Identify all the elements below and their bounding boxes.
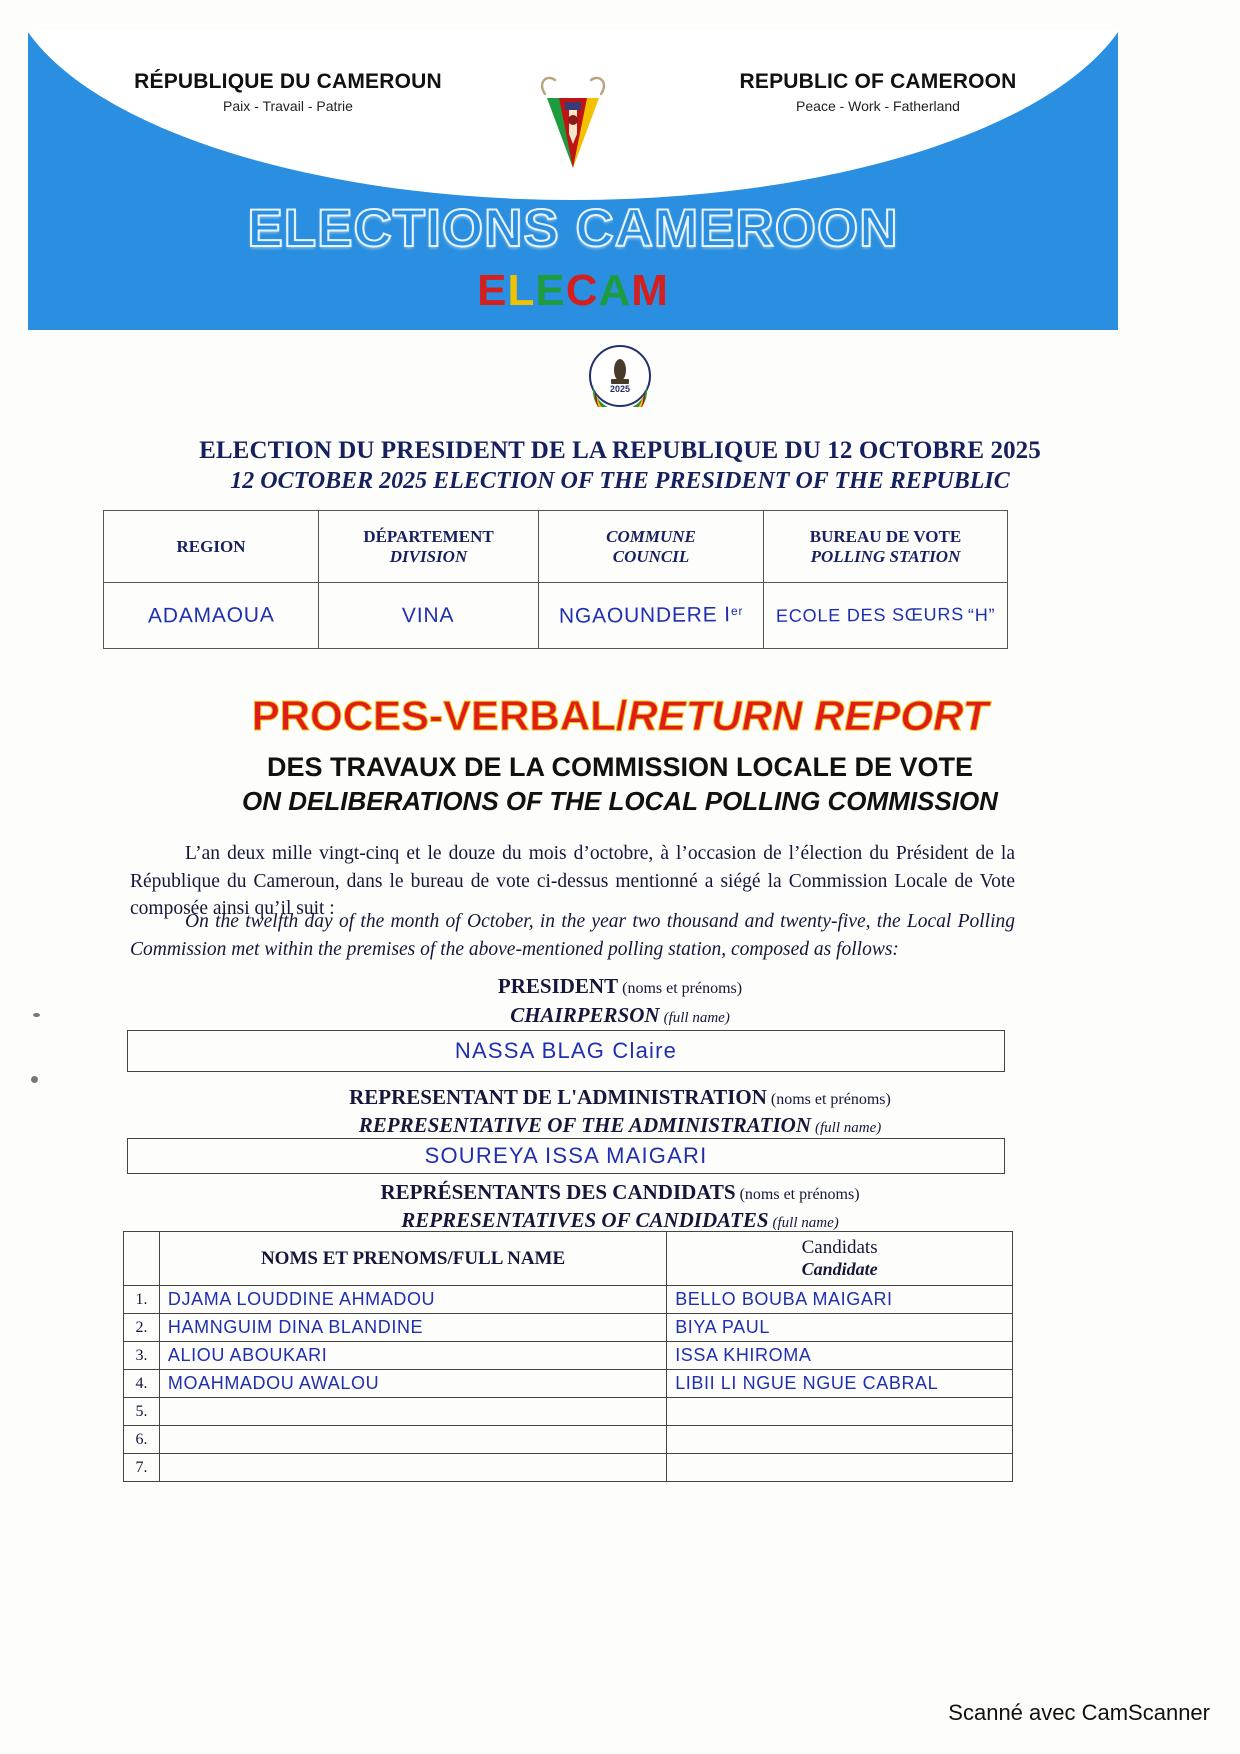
candidate-reps-label-fr-text: REPRÉSENTANTS DES CANDIDATS [380, 1180, 736, 1204]
row-number: 6. [124, 1426, 160, 1454]
president-name-field[interactable] [127, 1030, 1005, 1072]
report-title-fr: PROCES-VERBAL/ [251, 692, 628, 739]
value-council-ordinal: er [730, 604, 744, 619]
header-cell-division [319, 511, 539, 583]
value-region: ADAMAOUA [147, 602, 275, 628]
row-rep-name[interactable]: MOAHMADOU AWALOU [159, 1370, 666, 1398]
administration-label-fr-text: REPRESENTANT DE L'ADMINISTRATION [349, 1085, 767, 1109]
country-name-fr: RÉPUBLIQUE DU CAMEROUN [134, 70, 442, 93]
candidate-reps-label-fr-note: (noms et prénoms) [739, 1186, 860, 1203]
administration-label-fr-note: (noms et prénoms) [770, 1091, 891, 1108]
election-title-fr: ELECTION DU PRESIDENT DE LA REPUBLIQUE DU 12 OCTOBRE 2025 [199, 437, 1041, 464]
candidate-reps-label-fr [0, 1180, 1240, 1205]
row-candidate-name[interactable]: BIYA PAUL [667, 1314, 1013, 1342]
table-row [124, 1426, 1013, 1454]
value-cell-region [104, 583, 319, 649]
candidate-reps-label-en-note: (full name) [772, 1215, 839, 1231]
row-number: 7. [124, 1454, 160, 1482]
body-paragraph-en: On the twelfth day of the month of October, in the year two thousand and twenty-five, the Local Polling Commission met within the premises of the above-mentioned polling station, composed as follows: [130, 911, 1015, 960]
row-number: 2. [124, 1314, 160, 1342]
candidate-representatives-table [123, 1231, 1013, 1482]
value-division: VINA [402, 603, 455, 627]
candidate-reps-label-en-text: REPRESENTATIVES OF CANDIDATES [401, 1208, 769, 1232]
value-council: NGAOUNDERE I [558, 602, 731, 628]
value-polling-station-line1: ECOLE DES SŒURS [775, 604, 964, 626]
table-row [124, 1342, 1013, 1370]
row-number: 5. [124, 1398, 160, 1426]
row-rep-name[interactable]: ALIOU ABOUKARI [159, 1342, 666, 1370]
organization-acronym: ELECAM [477, 266, 669, 315]
header-english-block [708, 70, 1048, 114]
administration-name-field[interactable] [127, 1138, 1005, 1174]
header-division-en: DIVISION [389, 546, 468, 566]
administration-label-en-note: (full name) [814, 1120, 882, 1136]
header-cell-polling-station [764, 511, 1008, 583]
elecam-header-banner [28, 30, 1118, 330]
president-label-fr-text: PRESIDENT [497, 974, 619, 998]
header-french-block [118, 70, 458, 114]
president-label-fr-note: (noms et prénoms) [622, 980, 743, 997]
president-name-value: NASSA BLAG Claire [454, 1038, 678, 1063]
candidate-reps-label-en [0, 1208, 1240, 1233]
row-rep-name[interactable] [159, 1454, 666, 1482]
administration-name-value: SOUREYA ISSA MAIGARI [424, 1143, 708, 1168]
country-name-en: REPUBLIC OF CAMEROON [739, 70, 1017, 93]
president-label-en [0, 1003, 1240, 1028]
country-motto-en: Peace - Work - Fatherland [796, 98, 960, 114]
table-row [124, 1286, 1013, 1314]
header-fullname-text: NOMS ET PRENOMS/FULL NAME [260, 1247, 566, 1269]
header-candidate-en: Candidate [801, 1259, 878, 1279]
report-main-title [0, 692, 1240, 740]
table-row [124, 1370, 1013, 1398]
svg-text:2025: 2025 [609, 384, 631, 394]
scan-credit-footer: Scanné avec CamScanner [948, 1700, 1210, 1725]
value-polling-station-line2: “H” [967, 604, 996, 626]
header-region-fr: REGION [176, 536, 246, 556]
row-number: 3. [124, 1342, 160, 1370]
row-candidate-name[interactable] [667, 1398, 1013, 1426]
polling-location-table [103, 510, 1008, 649]
row-number: 4. [124, 1370, 160, 1398]
report-subtitle-en: ON DELIBERATIONS OF THE LOCAL POLLING COMMISSION [242, 786, 998, 816]
table-row [124, 1398, 1013, 1426]
row-rep-name[interactable]: DJAMA LOUDDINE AHMADOU [159, 1286, 666, 1314]
report-subtitle-fr: DES TRAVAUX DE LA COMMISSION LOCALE DE VOTE [266, 752, 974, 782]
header-cell-region [104, 511, 319, 583]
table-value-row [104, 583, 1008, 649]
administration-label-fr [0, 1085, 1240, 1110]
header-cell-fullname [159, 1232, 666, 1286]
president-label-en-text: CHAIRPERSON [510, 1003, 660, 1027]
header-polling-station-en: POLLING STATION [810, 546, 961, 566]
header-cell-candidate [667, 1232, 1013, 1286]
row-rep-name[interactable]: HAMNGUIM DINA BLANDINE [159, 1314, 666, 1342]
country-motto-fr: Paix - Travail - Patrie [223, 98, 353, 114]
scan-artifact-dot [33, 1013, 40, 1017]
value-cell-division [319, 583, 539, 649]
header-cell-row-number [124, 1232, 160, 1286]
president-label-fr [0, 974, 1240, 999]
header-council-fr: COMMUNE [606, 526, 696, 546]
presidential-election-seal-icon [589, 345, 651, 407]
table-row [124, 1314, 1013, 1342]
row-number: 1. [124, 1286, 160, 1314]
administration-label-en-text: REPRESENTATIVE OF THE ADMINISTRATION [358, 1113, 811, 1137]
scan-artifact-dot [31, 1076, 38, 1083]
header-polling-station-fr: BUREAU DE VOTE [809, 526, 962, 546]
candidate-table-header-row [124, 1232, 1013, 1286]
value-cell-polling-station [764, 583, 1008, 649]
row-rep-name[interactable] [159, 1426, 666, 1454]
table-row [124, 1454, 1013, 1482]
row-rep-name[interactable] [159, 1398, 666, 1426]
organization-title: ELECTIONS CAMEROON [247, 199, 899, 258]
table-header-row [104, 511, 1008, 583]
value-cell-council [539, 583, 764, 649]
row-candidate-name[interactable]: LIBII LI NGUE NGUE CABRAL [667, 1370, 1013, 1398]
administration-label-en [0, 1113, 1240, 1138]
header-council-en: COUNCIL [612, 546, 690, 566]
report-title-en: RETURN REPORT [627, 692, 989, 739]
row-candidate-name[interactable]: ISSA KHIROMA [667, 1342, 1013, 1370]
election-title-en: 12 OCTOBER 2025 ELECTION OF THE PRESIDENT OF THE REPUBLIC [230, 468, 1010, 494]
coat-of-arms-icon [525, 64, 621, 176]
president-label-en-note: (full name) [663, 1010, 730, 1026]
row-candidate-name[interactable] [667, 1426, 1013, 1454]
row-candidate-name[interactable] [667, 1454, 1013, 1482]
header-division-fr: DÉPARTEMENT [363, 526, 494, 546]
header-candidate-fr: Candidats [801, 1237, 878, 1258]
header-cell-council [539, 511, 764, 583]
body-paragraph-fr: L’an deux mille vingt-cinq et le douze du mois d’octobre, à l’occasion de l’élection du Président de la République du Cameroun, dans le bureau de vote ci-dessus mentionné a siégé la Commission Locale de Vote composée ainsi qu’il suit : [130, 843, 1015, 920]
row-candidate-name[interactable]: BELLO BOUBA MAIGARI [667, 1286, 1013, 1314]
